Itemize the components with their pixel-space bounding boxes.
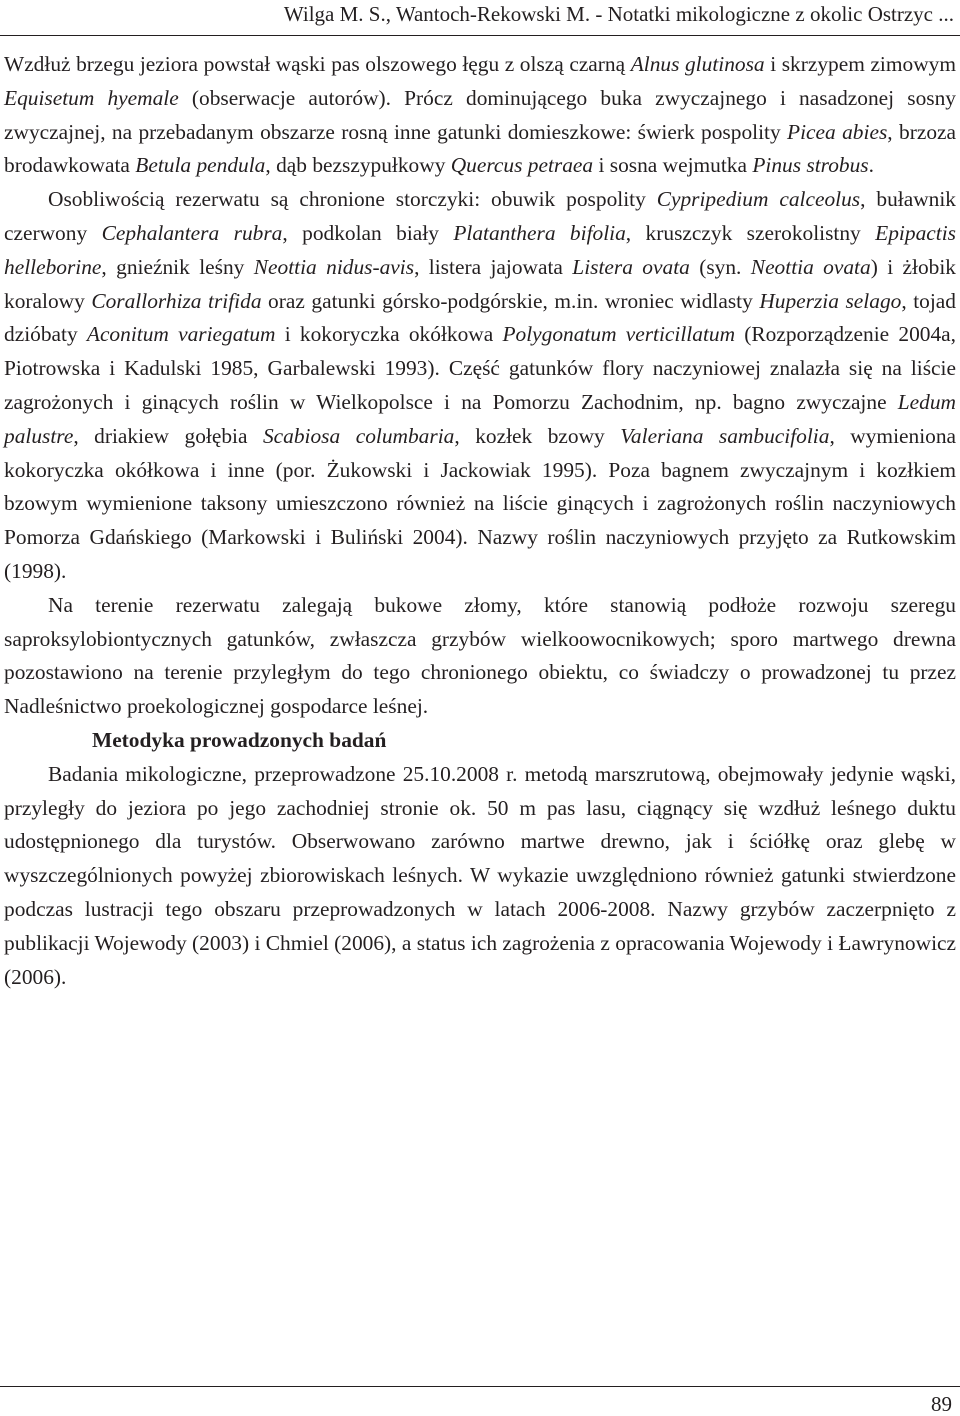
text-run: oraz gatunki górsko-podgórskie, m.in. wroniec widlasty [261, 288, 760, 313]
page-number: 89 [931, 1392, 952, 1416]
latin-name: Picea abies [787, 119, 888, 144]
paragraph-2 [4, 183, 956, 589]
latin-name: Platanthera bifolia [453, 220, 626, 245]
text-run: , listera jajowata [414, 254, 573, 279]
text-run: , kruszczyk szerokolistny [625, 220, 876, 245]
latin-name: Cypripedium calceolus [656, 187, 861, 212]
text-run: (Rozporządzenie 2004a, Piotrowska i Kadulski 1985, Garbalewski 1993). Część gatunków flory naczyniowej znalazła się na liście zagrożonych i ginących roślin w Wielkopolsce i na Pomorzu Zachodnim, np. bagno zwyczajne [4, 322, 956, 414]
text-run: , driakiew gołębia [73, 423, 263, 448]
text-run: (syn. [689, 254, 751, 279]
latin-name: Ledum palustre [4, 389, 956, 448]
latin-name: Corallorhiza trifida [91, 288, 262, 313]
paragraph-1 [4, 48, 956, 183]
latin-name: Aconitum variegatum [86, 322, 276, 347]
body-text [4, 48, 956, 994]
latin-name: Neottia nidus-avis [253, 254, 415, 279]
text-run: , wymieniona kokoryczka okółkowa i inne (por. Żukowski i Jackowiak 1995). Poza bagnem zwyczajnym i kozłkiem bzowym wymienione taksony umieszczono również na liście ginących i zagrożonych roślin naczyniowych Pomorza Gdańskiego (Markowski i Buliński 2004). Nazwy roślin naczyniowych przyjęto za Rutkowskim (1998). [4, 423, 957, 583]
latin-name: Quercus petraea [450, 153, 594, 178]
text-run: , gnieźnik leśny [101, 254, 254, 279]
latin-name: Huperzia selago [759, 288, 902, 313]
latin-name: Listera ovata [572, 254, 690, 279]
latin-name: Scabiosa columbaria [262, 423, 455, 448]
latin-name: Alnus glutinosa [630, 52, 765, 76]
running-header: Wilga M. S., Wantoch-Rekowski M. - Notatki mikologiczne z okolic Ostrzyc ... [283, 2, 954, 26]
footer-rule [0, 1386, 960, 1387]
text-run: i kokoryczka okółkowa [275, 322, 503, 347]
latin-name: Polygonatum verticillatum [502, 322, 736, 347]
text-run: , kozłek bzowy [454, 423, 621, 448]
text-run: . [868, 153, 874, 178]
paragraph-4: Badania mikologiczne, przeprowadzone 25.10.2008 r. metodą marszrutową, obejmowały jedynie wąski, przyległy do jeziora po jego zachodniej stronie ok. 50 m pas lasu, ciągnący się wzdłuż leśnego duktu udostępnionego dla turystów. Obserwowano zarówno martwe drewno, jak i ściółkę oraz glebę w wyszczególnionych powyżej zbiorowiskach leśnych. W wykazie uwzględniono również gatunki stwierdzone podczas lustracji tego obszaru przeprowadzonych w latach 2006-2008. Nazwy grzybów zaczerpnięto z publikacji Wojewody (2003) i Chmiel (2006), a status ich zagrożenia z opracowania Wojewody i Ławrynowicz (2006). [4, 761, 956, 989]
latin-name: Valeriana sambucifolia [620, 423, 830, 448]
text-run: , podkolan biały [282, 220, 454, 245]
text-run: Wzdłuż brzegu jeziora powstał wąski pas olszowego łęgu z olszą czarną [4, 52, 631, 76]
section-heading: Metodyka prowadzonych badań [92, 727, 387, 752]
latin-name: Cephalantera rubra [101, 220, 283, 245]
text-run: i skrzypem zimowym [764, 52, 956, 76]
latin-name: Equisetum hyemale [4, 85, 179, 110]
text-run: ) i żłobik koralowy [4, 254, 956, 313]
latin-name: Epipactis helleborine [4, 220, 956, 279]
text-run: , tojad dzióbaty [4, 288, 956, 347]
latin-name: Neottia ovata [750, 254, 871, 279]
latin-name: Betula pendula [135, 153, 266, 178]
text-run: , dąb bezszypułkowy [265, 153, 451, 178]
text-run: , brzoza brodawkowata [4, 119, 956, 178]
latin-name: Pinus strobus [752, 153, 869, 178]
text-run: i sosna wejmutka [593, 153, 753, 178]
text-run: , buławnik czerwony [4, 187, 956, 245]
text-run: Osobliwością rezerwatu są chronione storczyki: obuwik pospolity [48, 187, 657, 212]
paragraph-3: Na terenie rezerwatu zalegają bukowe złomy, które stanowią podłoże rozwoju szeregu saproksylobiontycznych gatunków, zwłaszcza grzybów wielkoowocnikowych; sporo martwego drewna pozostawiono na terenie przyległym do tego chronionego obiektu, co świadczy o prowadzonej tu przez Nadleśnictwo proekologicznej gospodarce leśnej. [4, 592, 956, 719]
text-run: (obserwacje autorów). Prócz dominującego buka zwyczajnego i nasadzonej sosny zwyczajnej, na przebadanym obszarze rosną inne gatunki domieszkowe: świerk pospolity [4, 85, 956, 144]
header-rule [0, 35, 960, 36]
